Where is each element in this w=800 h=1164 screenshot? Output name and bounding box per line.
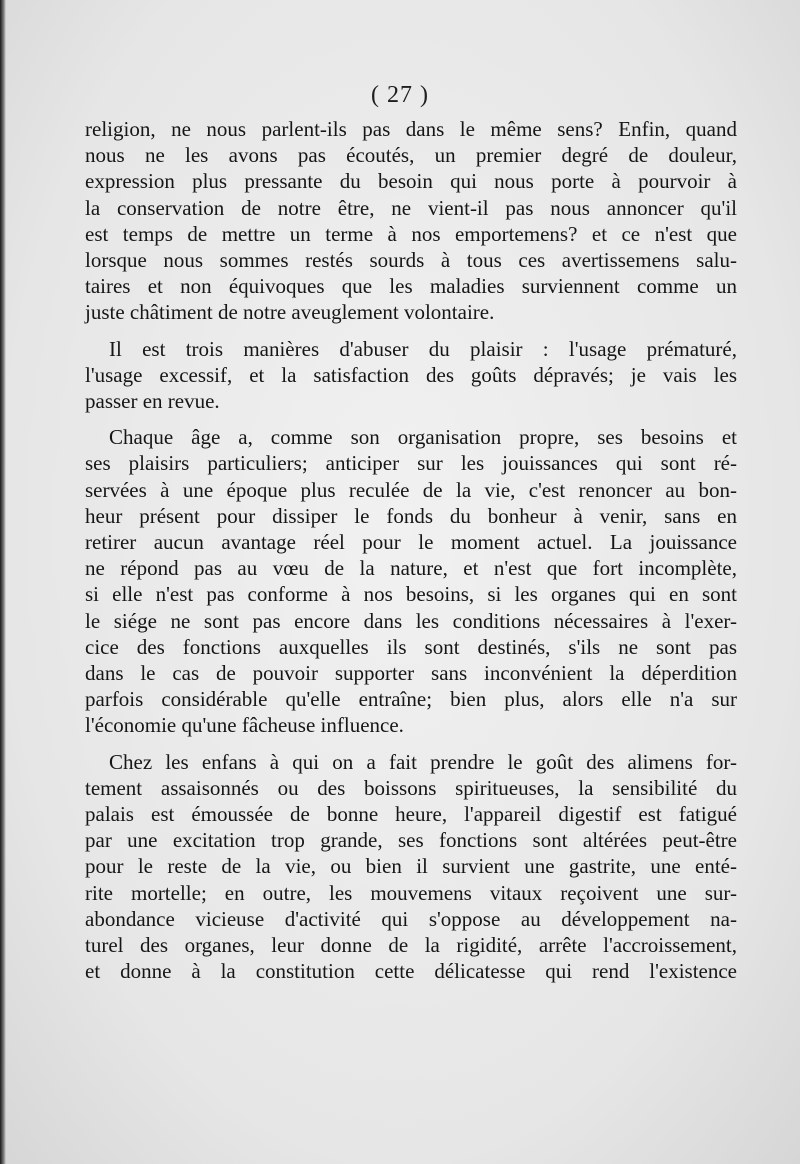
text-line: si elle n'est pas conforme à nos besoins, si les organes qui en sont xyxy=(85,582,737,607)
text-line: Chaque âge a, comme son organisation propre, ses besoins et xyxy=(109,425,737,450)
text-line: taires et non équivoques que les maladies surviennent comme un xyxy=(85,274,737,299)
text-line: nous ne les avons pas écoutés, un premier degré de douleur, xyxy=(85,143,737,168)
text-line: palais est émoussée de bonne heure, l'appareil digestif est fatigué xyxy=(85,802,737,827)
text-line: ne répond pas au vœu de la nature, et n'est que fort incomplète, xyxy=(85,556,737,581)
text-line: ses plaisirs particuliers; anticiper sur les jouissances qui sont ré- xyxy=(85,451,737,476)
text-line: heur présent pour dissiper le fonds du bonheur à venir, sans en xyxy=(85,503,737,528)
text-line: religion, ne nous parlent-ils pas dans le même sens? Enfin, quand xyxy=(85,117,737,141)
text-line: tement assaisonnés ou des boissons spiritueuses, la sensibilité du xyxy=(85,775,737,800)
text-line: l'économie qu'une fâcheuse influence. xyxy=(85,713,404,738)
paragraph-2 xyxy=(85,336,737,415)
page-edge-shadow xyxy=(0,0,6,1164)
text-line: Il est trois manières d'abuser du plaisir : l'usage prématuré, xyxy=(109,336,737,361)
text-line: turel des organes, leur donne de la rigidité, arrête l'accroissement, xyxy=(85,933,737,958)
text-line: abondance vicieuse d'activité qui s'oppose au développement na- xyxy=(85,906,737,931)
paragraph-1 xyxy=(85,116,737,326)
text-line: lorsque nous sommes restés sourds à tous ces avertissemens salu- xyxy=(85,248,737,273)
text-line: servées à une époque plus reculée de la vie, c'est renoncer au bon- xyxy=(85,477,737,502)
paragraph-3 xyxy=(85,424,737,738)
text-line: Chez les enfans à qui on a fait prendre le goût des alimens for- xyxy=(109,749,737,774)
text-line: pour le reste de la vie, ou bien il survient une gastrite, une enté- xyxy=(85,854,737,879)
text-line: l'usage excessif, et la satisfaction des goûts dépravés; je vais les xyxy=(85,362,737,387)
text-line: dans le cas de pouvoir supporter sans inconvénient la déperdition xyxy=(85,661,737,686)
page-number: ( 27 ) xyxy=(371,82,429,108)
paragraph-4 xyxy=(85,749,737,985)
text-line: rite mortelle; en outre, les mouvemens vitaux reçoivent une sur- xyxy=(85,880,737,905)
text-line: juste châtiment de notre aveuglement volontaire. xyxy=(85,300,495,325)
text-line: le siége ne sont pas encore dans les conditions nécessaires à l'exer- xyxy=(85,608,737,633)
text-line: retirer aucun avantage réel pour le moment actuel. La jouissance xyxy=(85,530,737,555)
text-line: est temps de mettre un terme à nos emportemens? et ce n'est que xyxy=(85,221,737,246)
text-line: par une excitation trop grande, ses fonctions sont altérées peut-être xyxy=(85,828,737,853)
body-text xyxy=(85,116,737,985)
text-line: cice des fonctions auxquelles ils sont destinés, s'ils ne sont pas xyxy=(85,634,737,659)
text-line: passer en revue. xyxy=(85,389,220,414)
text-line: la conservation de notre être, ne vient-il pas nous annoncer qu'il xyxy=(85,195,737,220)
text-line: parfois considérable qu'elle entraîne; bien plus, alors elle n'a sur xyxy=(85,687,737,712)
text-line: et donne à la constitution cette délicatesse qui rend l'existence xyxy=(85,959,737,984)
text-line: expression plus pressante du besoin qui nous porte à pourvoir à xyxy=(85,169,737,194)
